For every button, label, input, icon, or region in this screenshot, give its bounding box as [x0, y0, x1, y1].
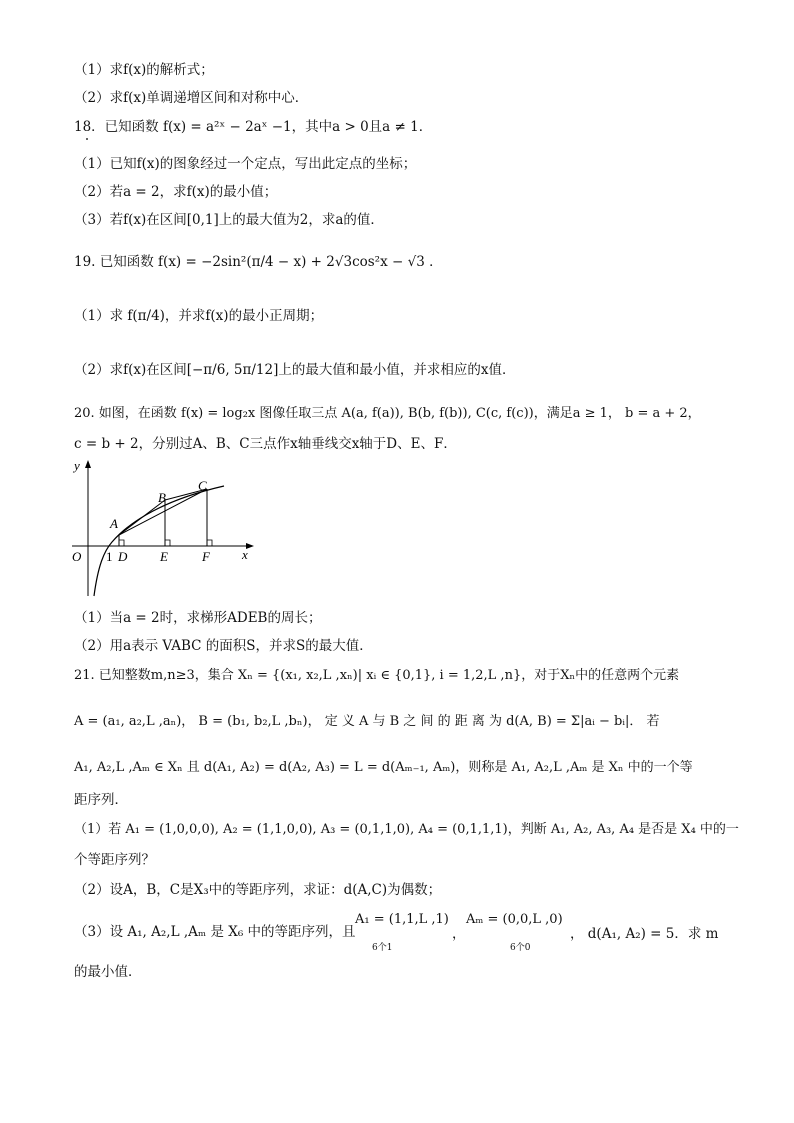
q21-sequence-def-end: 距序列．	[74, 792, 128, 808]
label-E: E	[160, 549, 168, 564]
log-graph-figure	[64, 456, 264, 602]
chord-AB	[119, 500, 165, 535]
label-C: C	[198, 478, 207, 493]
q19-stem: 19. 已知函数 f(x) = −2sin²(π/4 − x) + 2√3cos²x − √3 ．	[74, 254, 443, 270]
q21-part1: （1）若 A₁ = (1,0,0,0), A₂ = (1,1,0,0), A₃ = (0,1,1,0), A₄ = (0,1,1,1)，判断 A₁, A₂, A₃, A₄ 是否是 X₄ 中的一	[74, 822, 739, 837]
label-D: D	[118, 549, 128, 564]
label-origin: O	[72, 549, 82, 564]
label-A: A	[110, 516, 118, 531]
right-angle-E	[165, 540, 170, 546]
q21-part3-comma: ，	[452, 926, 466, 942]
label-F: F	[202, 549, 210, 564]
q21-part3-Am: Aₘ = (0,0,L ,0)	[466, 912, 563, 927]
q18-part1: （1）已知f(x)的图象经过一个定点，写出此定点的坐标；	[74, 156, 417, 172]
label-x: x	[242, 547, 248, 562]
right-angle-D	[119, 540, 124, 546]
q21-part3-Am-note: 6个0	[510, 943, 531, 953]
q21-part2: （2）设A，B，C是X₃中的等距序列，求证：d(A,C)为偶数；	[74, 882, 442, 898]
q18-part2: （2）若a = 2，求f(x)的最小值；	[74, 184, 278, 200]
q20-stem-cont: c = b + 2，分别过A、B、C三点作x轴垂线交x轴于D、E、F．	[74, 436, 457, 452]
label-one: 1	[106, 549, 113, 564]
q21-stem: 21. 已知整数m,n≥3，集合 Xₙ = {(x₁, x₂,L ,xₙ)| xᵢ ∈ {0,1}, i = 1,2,L ,n}，对于Xₙ中的任意两个元素	[74, 668, 680, 683]
right-angle-F	[207, 540, 212, 546]
q19-part1: （1）求 f(π/4)，并求f(x)的最小正周期；	[74, 308, 324, 324]
q21-distance-def: A = (a₁, a₂,L ,aₙ)， B = (b₁, b₂,L ,bₙ)， 定 义 A 与 B 之 间 的 距 离 为 d(A, B) = Σ|aᵢ − bᵢ|． 若	[74, 714, 660, 729]
q17-part1: （1）求f(x)的解析式；	[74, 62, 214, 78]
q19-part2: （2）求f(x)在区间[−π/6, 5π/12]上的最大值和最小值，并求相应的x值．	[74, 362, 516, 378]
q20-part2: （2）用a表示 VABC 的面积S，并求S的最大值．	[74, 638, 373, 654]
label-B: B	[158, 490, 166, 505]
q21-part3-lead: （3）设 A₁, A₂,L ,Aₘ 是 X₆ 中的等距序列，且	[74, 924, 356, 940]
label-y: y	[74, 458, 80, 473]
y-axis-arrow	[85, 460, 91, 468]
stray-dot	[86, 138, 88, 140]
q18-part3: （3）若f(x)在区间[0,1]上的最大值为2，求a的值．	[74, 212, 384, 228]
q21-part3-A1-note: 6个1	[372, 943, 393, 953]
q17-part2: （2）求f(x)单调递增区间和对称中心．	[74, 90, 309, 106]
q21-part3-tail: ， d(A₁, A₂) = 5．求 m	[570, 926, 719, 942]
q21-sequence-def: A₁, A₂,L ,Aₘ ∈ Xₙ 且 d(A₁, A₂) = d(A₂, A₃) = L = d(Aₘ₋₁, Aₘ)，则称是 A₁, A₂,L ,Aₘ 是 Xₙ 中的一个等	[74, 760, 693, 775]
q20-stem: 20. 如图，在函数 f(x) = log₂x 图像任取三点 A(a, f(a)), B(b, f(b)), C(c, f(c))，满足a ≥ 1， b = a + 2，	[74, 406, 701, 421]
q21-part3-A1: A₁ = (1,1,L ,1)	[355, 912, 449, 927]
q21-part3-end: 的最小值．	[74, 964, 142, 980]
q20-part1: （1）当a = 2时，求梯形ADEB的周长；	[74, 610, 322, 626]
q18-stem: 18．已知函数 f(x) = a²ˣ − 2aˣ −1，其中a > 0且a ≠ 1．	[74, 119, 433, 135]
q21-part1-cont: 个等距序列？	[74, 852, 155, 868]
